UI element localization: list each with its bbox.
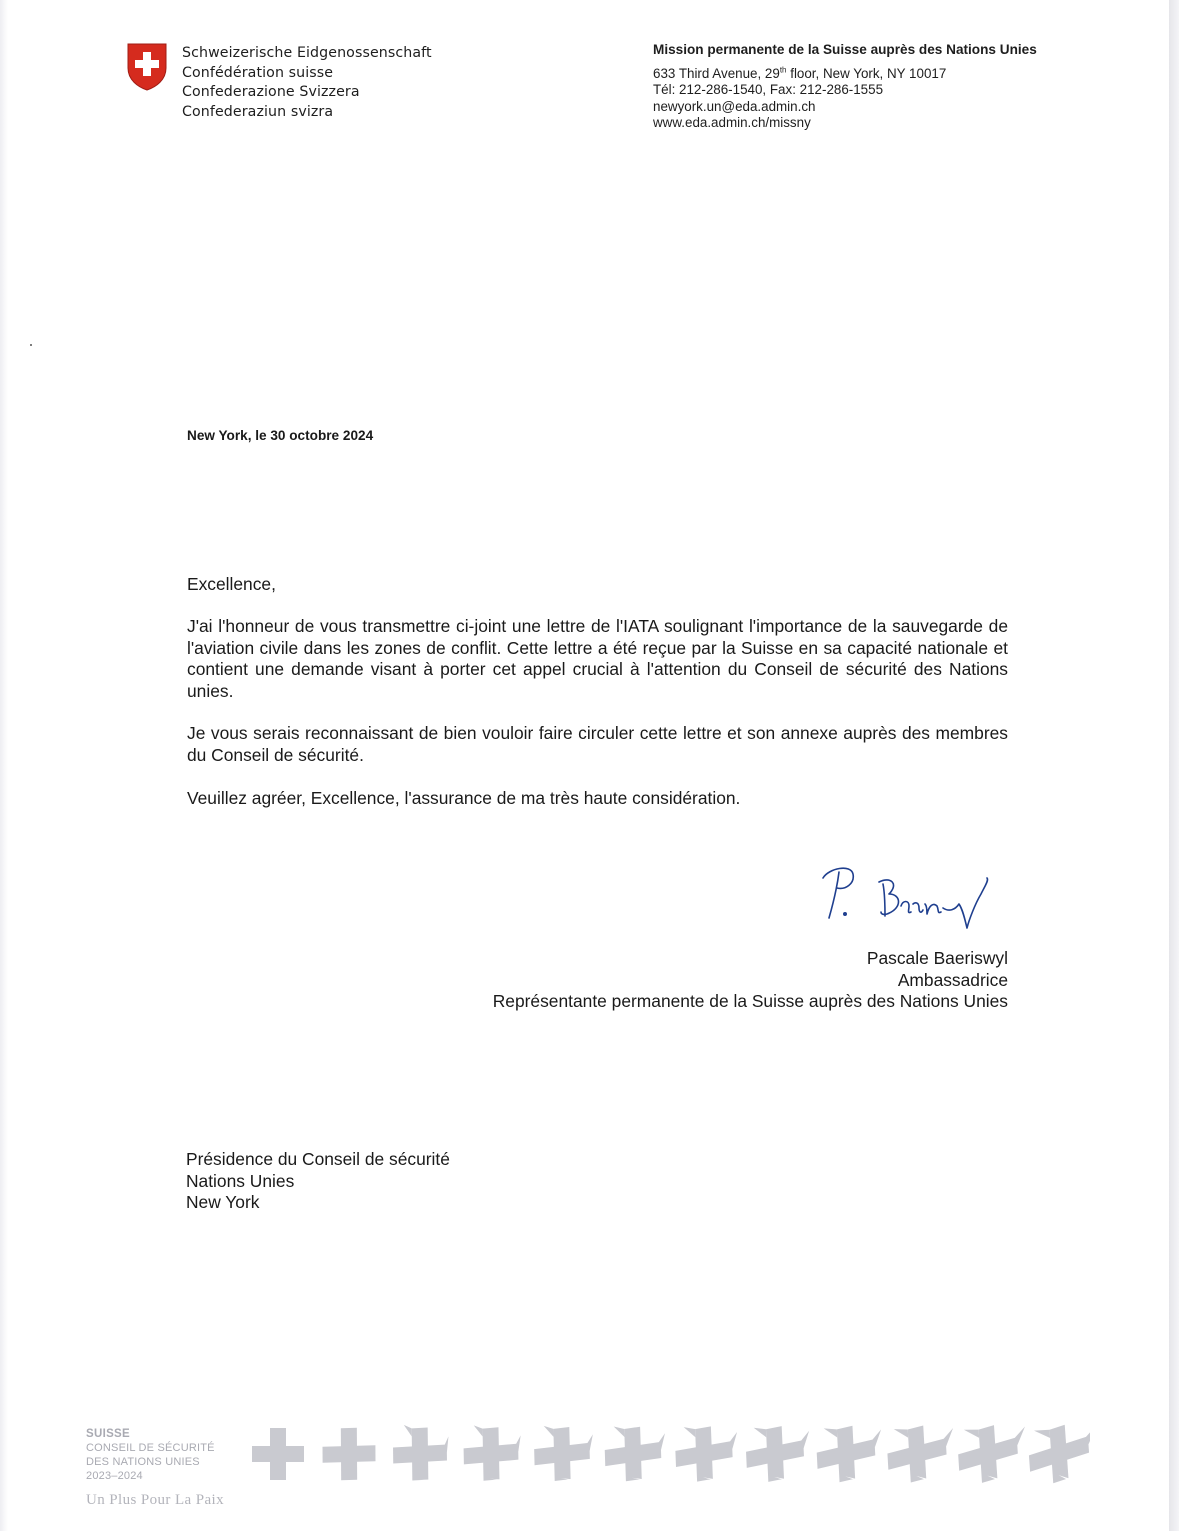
body-paragraph-1: J'ai l'honneur de vous transmettre ci-joint une lettre de l'IATA soulignant l'importance de la sauvegarde de l'aviation civile dans les zones de conflit. Cette lettre a été reçue par la Suisse en sa capacité nationale et contient une demande visant à porter cet appel crucial à l'attention du Conseil de sécurité des Nations unies. [187,616,1008,701]
mission-website: www.eda.admin.ch/missny [653,115,811,131]
addressee-block [186,1149,450,1214]
place-date: New York, le 30 octobre 2024 [187,428,374,443]
dove-cross-icon [604,1420,666,1485]
addressee-line-2: Nations Unies [186,1170,295,1191]
signatory-name: Pascale Baeriswyl [866,948,1008,968]
dove-cross-icon [886,1420,955,1490]
dove-cross-icon [745,1420,811,1487]
confederation-name-fr: Confédération suisse [182,64,334,81]
mission-address-suffix: floor, New York, NY 10017 [786,66,947,81]
mission-phone-fax: Tél: 212-286-1540, Fax: 212-286-1555 [653,82,884,98]
mission-address [653,66,1037,82]
cross-to-dove-strip [250,1420,1090,1490]
confederation-name-rm: Confederaziun svizra [182,103,334,120]
swiss-cross-icon [322,1427,375,1481]
mission-address-sup: th [779,65,787,75]
footer-line-1: CONSEIL DE SÉCURITÉ [86,1442,215,1454]
footer-line-2: DES NATIONS UNIES [86,1456,200,1468]
mission-email: newyork.un@eda.admin.ch [653,98,816,114]
security-council-footer [86,1427,215,1483]
confederation-name-de: Schweizerische Eidgenossenschaft [182,45,432,61]
body-paragraph-2: Je vous serais reconnaissant de bien vouloir faire circuler cette lettre et son annexe auprès des membres du Conseil de sécurité. [187,723,1008,765]
footer-line-3: 2023–2024 [86,1470,143,1482]
swiss-coat-of-arms-icon [126,42,168,92]
signatory-role: Représentante permanente de la Suisse auprès des Nations Unies [492,991,1008,1012]
mission-address-prefix: 633 Third Avenue, 29 [653,66,780,81]
confederation-names [182,44,432,122]
salutation: Excellence, [187,574,276,594]
swiss-cross-icon [252,1428,304,1480]
dove-cross-icon [393,1422,449,1482]
dove-cross-icon [957,1420,1028,1490]
signatory-title: Ambassadrice [897,969,1008,990]
dove-cross-icon [675,1420,739,1486]
mission-title: Mission permanente de la Suisse auprès des Nations Unies [653,42,1037,57]
dove-cross-icon [816,1420,884,1489]
addressee-line-1: Présidence du Conseil de sécurité [186,1149,450,1169]
page-right-edge [1169,0,1179,1531]
confederation-name-it: Confederazione Svizzera [182,84,360,101]
footer-country: SUISSE [86,1428,130,1440]
page-left-edge [0,0,8,1531]
dove-cross-icon [1027,1420,1090,1490]
closing-formula: Veuillez agréer, Excellence, l'assurance de ma très haute considération. [187,788,741,808]
signatory-block [493,948,1008,1013]
footer-motto: Un Plus Pour La Paix [86,1492,225,1508]
mission-contact-block [653,41,1037,132]
scan-speck [30,344,32,346]
dove-cross-icon [463,1421,521,1483]
addressee-line-3: New York [186,1192,260,1213]
dove-cross-icon [534,1420,594,1484]
handwritten-signature [815,858,1000,938]
